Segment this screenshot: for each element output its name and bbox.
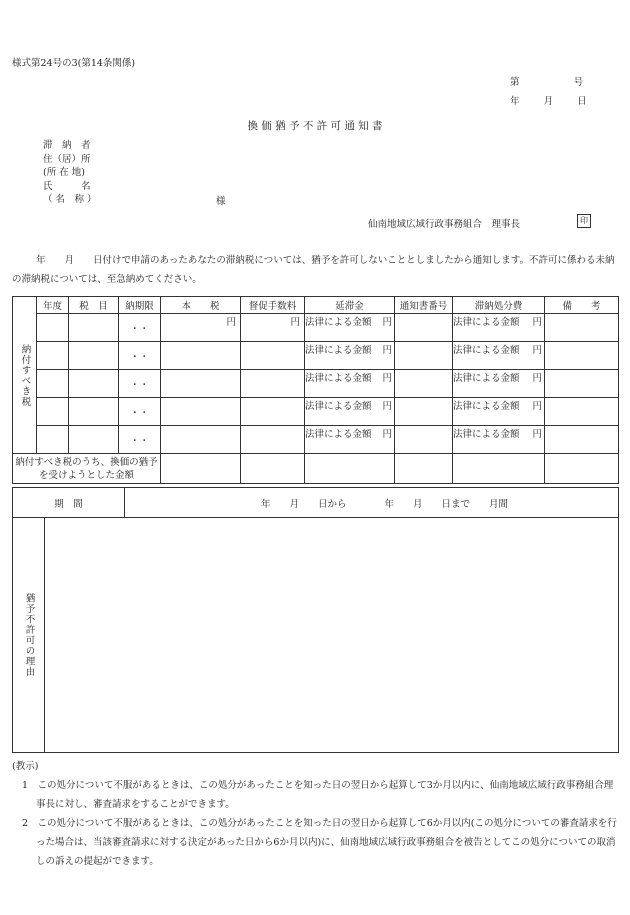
header-disposition-cost: 滞納処分費	[453, 297, 545, 314]
cell-reminder-fee[interactable]	[241, 342, 305, 370]
addressee-label-name: 氏 名	[43, 180, 91, 192]
cell-disposition-cost[interactable]	[453, 398, 545, 426]
date-month: 月	[543, 96, 554, 107]
cell-due-date[interactable]: ・・	[119, 398, 161, 426]
header-remarks: 備 考	[545, 297, 619, 314]
notice-body-text: 年 月 日付けで申請のあったあなたの滞納税については、猶予を許可しないこととしましたから通知します。不許可に係わる未納の滞納税については、至急納めてください。	[12, 255, 615, 285]
table-row	[13, 398, 619, 426]
side-label: 納付すべき税	[19, 343, 31, 407]
cell-principal-tax[interactable]	[161, 342, 241, 370]
legal-amount-label: 法律による金額	[305, 429, 372, 440]
cell-disposition-cost[interactable]	[453, 314, 545, 342]
legal-amount-label: 法律による金額	[453, 401, 520, 412]
total-label: 納付すべき税のうち、換価の猶予を受けようとした金額	[13, 454, 161, 484]
total-notice-number[interactable]	[395, 454, 453, 484]
cell-tax-item[interactable]	[69, 398, 119, 426]
period-table	[12, 487, 619, 518]
reason-row	[13, 518, 619, 753]
document-title: 換 価 猶 予 不 許 可 通 知 書	[247, 120, 383, 132]
cell-reminder-fee[interactable]	[241, 426, 305, 454]
cell-notice-number[interactable]	[395, 426, 453, 454]
addressee-label-corp-name: （ 名 称 ）	[43, 194, 97, 205]
reason-label: 猶予不許可の理由	[23, 593, 35, 677]
yen-unit: 円	[382, 345, 392, 356]
cell-late-charge[interactable]	[305, 370, 395, 398]
issue-date	[510, 93, 587, 107]
total-late-charge[interactable]	[305, 454, 395, 484]
header-year: 年度	[37, 297, 69, 314]
cell-tax-item[interactable]	[69, 314, 119, 342]
legal-amount-label: 法律による金額	[453, 429, 520, 440]
issuer-name: 仙南地域広域行政事務組合 理事長	[368, 219, 521, 230]
total-principal-tax[interactable]	[161, 454, 241, 484]
cell-due-date[interactable]: ・・	[119, 314, 161, 342]
total-remarks[interactable]	[545, 454, 619, 484]
date-year: 年	[510, 96, 520, 107]
yen-unit: 円	[382, 373, 392, 384]
yen-unit: 円	[382, 401, 392, 412]
instructions-heading: (教示)	[12, 761, 39, 772]
cell-disposition-cost[interactable]	[453, 426, 545, 454]
period-value[interactable]: 年 月 日から 年 月 日まで 月間	[125, 488, 619, 518]
period-row	[13, 488, 619, 518]
doc-no-prefix: 第	[510, 77, 520, 88]
cell-late-charge[interactable]	[305, 342, 395, 370]
addressee-label-delinquent: 滞 納 者	[43, 140, 91, 151]
header-late-charge: 延滞金	[305, 297, 395, 314]
cell-reminder-fee[interactable]	[241, 398, 305, 426]
header-tax-item: 税 目	[69, 297, 119, 314]
cell-tax-item[interactable]	[69, 342, 119, 370]
cell-remarks[interactable]	[545, 426, 619, 454]
instruction-item-1: 1 この処分について不服があるときは、この処分があったことを知った日の翌日から起算して3か月以内に、仙南地域広域行政事務組合理事長に対し、審査請求をすることができます。	[22, 780, 614, 810]
cell-tax-item[interactable]	[69, 426, 119, 454]
header-due-date: 納期限	[119, 297, 161, 314]
legal-amount-label: 法律による金額	[305, 345, 372, 356]
total-row	[13, 454, 619, 484]
instructions-block	[12, 757, 618, 871]
cell-due-date[interactable]: ・・	[119, 426, 161, 454]
period-label: 期 間	[13, 488, 125, 518]
instruction-item-2: 2 この処分について不服があるときは、この処分があったことを知った日の翌日から起算して6か月以内(この処分についての審査請求を行った場合は、当該審査請求に対する決定があった日から6か月以内)に、仙南地域広域行政事務組合を被告としてこの処分についての取消しの訴えの提起ができます。	[22, 818, 617, 867]
cell-year[interactable]	[37, 426, 69, 454]
legal-amount-label: 法律による金額	[305, 373, 372, 384]
legal-amount-label: 法律による金額	[305, 401, 372, 412]
total-reminder-fee[interactable]	[241, 454, 305, 484]
side-label-cell	[13, 297, 37, 454]
cell-disposition-cost[interactable]	[453, 370, 545, 398]
document-number	[510, 74, 583, 88]
legal-amount-label: 法律による金額	[453, 317, 520, 328]
seal-mark: 印	[577, 214, 591, 228]
cell-principal-tax[interactable]	[161, 398, 241, 426]
cell-year[interactable]	[37, 370, 69, 398]
cell-remarks[interactable]	[545, 370, 619, 398]
addressee-label-address: 住（居）所	[43, 153, 91, 165]
legal-amount-label: 法律による金額	[305, 317, 372, 328]
addressee-label-location: (所 在 地)	[43, 167, 85, 178]
honorific: 様	[216, 196, 226, 207]
cell-tax-item[interactable]	[69, 370, 119, 398]
cell-notice-number[interactable]	[395, 342, 453, 370]
date-day: 日	[577, 96, 587, 107]
reason-table	[12, 517, 619, 753]
cell-principal-tax[interactable]	[161, 314, 241, 342]
cell-reminder-fee[interactable]	[241, 314, 305, 342]
yen-unit: 円	[382, 429, 392, 440]
yen-unit: 円	[532, 317, 542, 328]
cell-due-date[interactable]: ・・	[119, 342, 161, 370]
reason-content[interactable]	[45, 518, 619, 753]
doc-no-suffix: 号	[573, 77, 584, 88]
table-header-row	[13, 297, 619, 314]
yen-unit: 円	[382, 317, 392, 328]
cell-late-charge[interactable]	[305, 398, 395, 426]
total-disposition-cost[interactable]	[453, 454, 545, 484]
cell-remarks[interactable]	[545, 314, 619, 342]
header-notice-number: 通知書番号	[395, 297, 453, 314]
header-principal-tax: 本 税	[161, 297, 241, 314]
reason-label-cell	[13, 518, 45, 753]
table-row	[13, 314, 619, 342]
table-row	[13, 370, 619, 398]
yen-unit: 円	[532, 373, 542, 384]
yen-unit: 円	[290, 317, 300, 328]
cell-late-charge[interactable]	[305, 314, 395, 342]
header-reminder-fee: 督促手数料	[241, 297, 305, 314]
cell-notice-number[interactable]	[395, 398, 453, 426]
yen-unit: 円	[532, 401, 542, 412]
cell-principal-tax[interactable]	[161, 370, 241, 398]
cell-year[interactable]	[37, 342, 69, 370]
cell-remarks[interactable]	[545, 398, 619, 426]
cell-reminder-fee[interactable]	[241, 370, 305, 398]
tax-table	[12, 296, 619, 484]
cell-notice-number[interactable]	[395, 370, 453, 398]
cell-principal-tax[interactable]	[161, 426, 241, 454]
cell-notice-number[interactable]	[395, 314, 453, 342]
table-row	[13, 426, 619, 454]
legal-amount-label: 法律による金額	[453, 345, 520, 356]
cell-due-date[interactable]: ・・	[119, 370, 161, 398]
cell-late-charge[interactable]	[305, 426, 395, 454]
cell-disposition-cost[interactable]	[453, 342, 545, 370]
legal-amount-label: 法律による金額	[453, 373, 520, 384]
table-row	[13, 342, 619, 370]
yen-unit: 円	[532, 345, 542, 356]
cell-remarks[interactable]	[545, 342, 619, 370]
cell-year[interactable]	[37, 314, 69, 342]
addressee-block	[43, 139, 97, 207]
yen-unit: 円	[532, 429, 542, 440]
cell-year[interactable]	[37, 398, 69, 426]
form-id: 様式第24号の3(第14条関係)	[12, 58, 136, 69]
yen-unit: 円	[226, 317, 236, 328]
